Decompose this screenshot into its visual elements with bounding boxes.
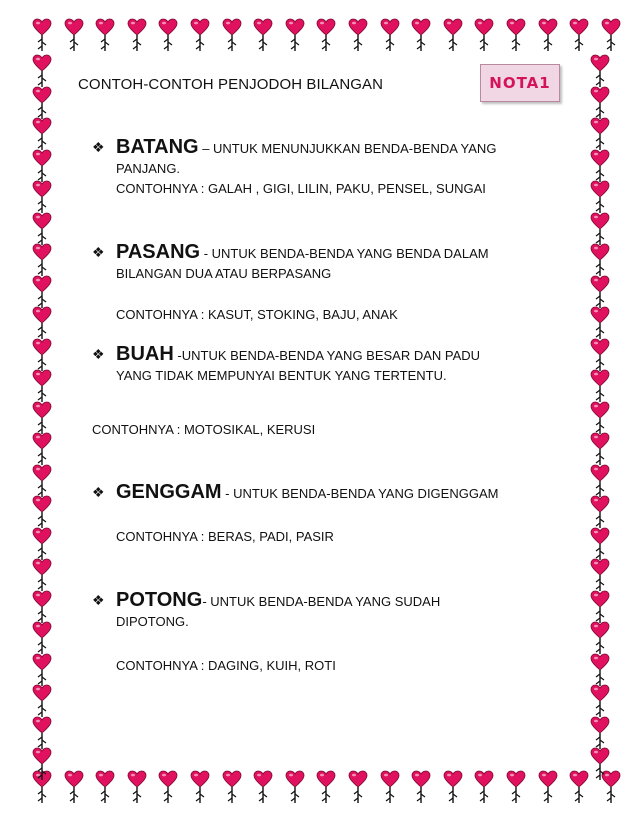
heart-lollipop-icon: [590, 275, 610, 311]
heart-lollipop-icon: [32, 243, 52, 279]
diamond-bullet-icon: ❖: [92, 592, 105, 608]
heart-lollipop-icon: [95, 18, 115, 54]
term-batang: BATANG: [116, 136, 199, 158]
heart-lollipop-icon: [64, 18, 84, 54]
heart-lollipop-icon: [538, 770, 558, 806]
heart-lollipop-icon: [222, 18, 242, 54]
example-pasang: CONTOHNYA : KASUT, STOKING, BAJU, ANAK: [116, 307, 398, 322]
heart-lollipop-icon: [32, 180, 52, 216]
example-batang: CONTOHNYA : GALAH , GIGI, LILIN, PAKU, PENSEL, SUNGAI: [116, 181, 486, 196]
heart-lollipop-icon: [590, 180, 610, 216]
heart-lollipop-icon: [32, 747, 52, 783]
heart-lollipop-icon: [590, 621, 610, 657]
heart-lollipop-icon: [32, 432, 52, 468]
heart-lollipop-icon: [590, 590, 610, 626]
heart-lollipop-icon: [590, 401, 610, 437]
page-title: CONTOH-CONTOH PENJODOH BILANGAN: [78, 76, 384, 93]
heart-lollipop-icon: [590, 243, 610, 279]
desc-buah-cont: YANG TIDAK MEMPUNYAI BENTUK YANG TERTENTU.: [116, 368, 447, 383]
example-buah: CONTOHNYA : MOTOSIKAL, KERUSI: [92, 422, 316, 437]
desc-potong: - UNTUK BENDA-BENDA YANG SUDAH: [202, 594, 441, 609]
heart-lollipop-icon: [411, 18, 431, 54]
heart-lollipop-icon: [32, 770, 52, 806]
heart-lollipop-icon: [158, 18, 178, 54]
heart-lollipop-icon: [590, 527, 610, 563]
heart-lollipop-icon: [32, 306, 52, 342]
heart-lollipop-icon: [380, 18, 400, 54]
heart-lollipop-icon: [253, 18, 273, 54]
heart-lollipop-icon: [32, 54, 52, 90]
desc-potong-cont: DIPOTONG.: [116, 614, 189, 629]
heart-lollipop-icon: [590, 369, 610, 405]
heart-lollipop-icon: [590, 495, 610, 531]
heart-lollipop-icon: [316, 770, 336, 806]
heart-lollipop-icon: [32, 117, 52, 153]
diamond-bullet-icon: ❖: [92, 139, 105, 155]
diamond-bullet-icon: ❖: [92, 346, 105, 362]
heart-lollipop-icon: [590, 117, 610, 153]
list-item-buah: [92, 344, 562, 386]
heart-lollipop-icon: [32, 275, 52, 311]
example-genggam: CONTOHNYA : BERAS, PADI, PASIR: [116, 529, 334, 544]
heart-lollipop-icon: [32, 464, 52, 500]
heart-lollipop-icon: [127, 770, 147, 806]
heart-lollipop-icon: [411, 770, 431, 806]
heart-lollipop-icon: [285, 18, 305, 54]
nota-badge: NOTA1: [480, 64, 560, 102]
heart-lollipop-icon: [32, 527, 52, 563]
heart-lollipop-icon: [590, 306, 610, 342]
heart-lollipop-icon: [158, 770, 178, 806]
heart-lollipop-icon: [590, 747, 610, 783]
heart-lollipop-icon: [590, 464, 610, 500]
heart-lollipop-icon: [601, 770, 621, 806]
heart-lollipop-icon: [590, 432, 610, 468]
heart-lollipop-icon: [590, 338, 610, 374]
term-pasang: PASANG: [116, 241, 201, 263]
heart-lollipop-icon: [443, 18, 463, 54]
list-item-pasang: [92, 242, 562, 284]
diamond-bullet-icon: ❖: [92, 484, 105, 500]
heart-lollipop-icon: [32, 590, 52, 626]
heart-lollipop-icon: [590, 684, 610, 720]
heart-lollipop-icon: [348, 18, 368, 54]
heart-lollipop-icon: [506, 770, 526, 806]
list-item-batang: [92, 137, 562, 199]
heart-lollipop-icon: [285, 770, 305, 806]
desc-pasang: - UNTUK BENDA-BENDA YANG BENDA DALAM: [200, 246, 489, 261]
desc-batang: – UNTUK MENUNJUKKAN BENDA-BENDA YANG: [198, 141, 497, 156]
heart-lollipop-icon: [590, 54, 610, 90]
heart-lollipop-icon: [380, 770, 400, 806]
desc-buah: -UNTUK BENDA-BENDA YANG BESAR DAN PADU: [173, 348, 481, 363]
desc-genggam: - UNTUK BENDA-BENDA YANG DIGENGGAM: [221, 486, 499, 501]
heart-lollipop-icon: [590, 86, 610, 122]
desc-pasang-cont: BILANGAN DUA ATAU BERPASANG: [116, 266, 332, 281]
heart-lollipop-icon: [590, 149, 610, 185]
diamond-bullet-icon: ❖: [92, 244, 105, 260]
term-potong: POTONG: [116, 589, 203, 611]
heart-lollipop-icon: [590, 212, 610, 248]
heart-lollipop-icon: [538, 18, 558, 54]
heart-lollipop-icon: [127, 18, 147, 54]
heart-lollipop-icon: [443, 770, 463, 806]
heart-lollipop-icon: [474, 770, 494, 806]
example-potong: CONTOHNYA : DAGING, KUIH, ROTI: [116, 658, 336, 673]
heart-lollipop-icon: [569, 770, 589, 806]
heart-lollipop-icon: [32, 212, 52, 248]
heart-lollipop-icon: [590, 558, 610, 594]
heart-lollipop-icon: [601, 18, 621, 54]
heart-lollipop-icon: [32, 716, 52, 752]
heart-lollipop-icon: [190, 770, 210, 806]
heart-lollipop-icon: [253, 770, 273, 806]
heart-lollipop-icon: [32, 495, 52, 531]
heart-lollipop-icon: [32, 684, 52, 720]
heart-lollipop-icon: [190, 18, 210, 54]
heart-lollipop-icon: [32, 621, 52, 657]
heart-lollipop-icon: [32, 558, 52, 594]
heart-lollipop-icon: [32, 18, 52, 54]
heart-lollipop-icon: [569, 18, 589, 54]
heart-lollipop-icon: [316, 18, 336, 54]
list-item-potong: [92, 590, 562, 632]
heart-lollipop-icon: [32, 338, 52, 374]
term-buah: BUAH: [116, 343, 174, 365]
heart-lollipop-icon: [348, 770, 368, 806]
term-genggam: GENGGAM: [116, 481, 222, 503]
heart-lollipop-icon: [95, 770, 115, 806]
heart-lollipop-icon: [32, 86, 52, 122]
heart-lollipop-icon: [32, 369, 52, 405]
heart-lollipop-icon: [222, 770, 242, 806]
heart-lollipop-icon: [474, 18, 494, 54]
heart-lollipop-icon: [590, 716, 610, 752]
desc-batang-cont: PANJANG.: [116, 161, 181, 176]
heart-lollipop-icon: [506, 18, 526, 54]
heart-lollipop-icon: [32, 653, 52, 689]
heart-lollipop-icon: [590, 653, 610, 689]
heart-lollipop-icon: [64, 770, 84, 806]
heart-lollipop-icon: [32, 149, 52, 185]
list-item-genggam: [92, 482, 562, 504]
heart-lollipop-icon: [32, 401, 52, 437]
